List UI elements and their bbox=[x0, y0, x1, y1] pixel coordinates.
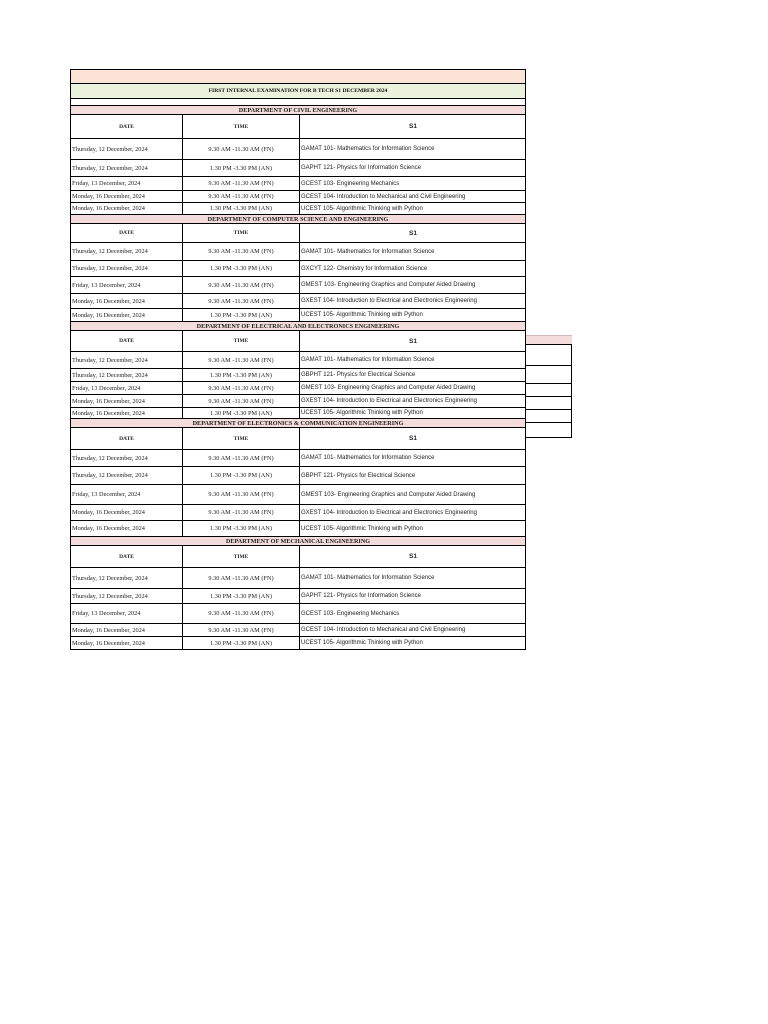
exam-timetable-sheet bbox=[70, 69, 526, 650]
exam-subject: GCEST 103- Engineering Mechanics bbox=[301, 180, 400, 187]
exam-subject: UCEST 105- Algorithmic Thinking with Python bbox=[301, 205, 423, 212]
exam-subject: GAPHT 121- Physics for Information Science bbox=[301, 165, 421, 171]
exam-subject: GAMAT 101- Mathematics for Information Science bbox=[301, 455, 435, 461]
exam-date: Monday, 16 December, 2024 bbox=[71, 294, 183, 308]
exam-date: Thursday, 12 December, 2024 bbox=[71, 243, 183, 260]
exam-time: 1.30 PM -3.30 PM (AN) bbox=[183, 203, 300, 214]
exam-subject: UCEST 105- Algorithmic Thinking with Python bbox=[301, 312, 423, 318]
table-row bbox=[70, 191, 526, 203]
sheet-top-blank-row bbox=[70, 69, 526, 84]
date-header: DATE bbox=[71, 428, 183, 449]
department-header-civil: DEPARTMENT OF CIVIL ENGINEERING bbox=[70, 106, 526, 115]
exam-time: 9.30 AM -11.30 AM (FN) bbox=[183, 177, 300, 190]
exam-subject: GCEST 103- Engineering Mechanics bbox=[301, 610, 400, 617]
exam-date: Friday, 13 December, 2024 bbox=[71, 177, 183, 190]
exam-subject: GMEST 103- Engineering Graphics and Computer Aided Drawing bbox=[301, 491, 476, 498]
exam-subject: GBPHT 121- Physics for Electrical Science bbox=[301, 472, 416, 479]
table-row bbox=[70, 505, 526, 521]
exam-date: Monday, 16 December, 2024 bbox=[71, 408, 183, 418]
exam-time: 9.30 AM -11.30 AM (FN) bbox=[183, 191, 300, 202]
exam-time: 1.30 PM -3.30 PM (AN) bbox=[183, 408, 300, 418]
table-row bbox=[70, 395, 526, 408]
column-header-row bbox=[70, 115, 526, 139]
exam-time: 9.30 AM -11.30 AM (FN) bbox=[183, 243, 300, 260]
department-header-cse: DEPARTMENT OF COMPUTER SCIENCE AND ENGINEERING bbox=[70, 215, 526, 224]
date-header: DATE bbox=[71, 224, 183, 242]
semester-header: S1 bbox=[409, 123, 417, 130]
exam-time: 9.30 AM -11.30 AM (FN) bbox=[183, 505, 300, 520]
table-row bbox=[70, 177, 526, 191]
exam-subject: GXEST 104- Introduction to Electrical and Electronics Engineering bbox=[301, 298, 477, 304]
exam-subject: GMEST 103- Engineering Graphics and Computer Aided Drawing bbox=[301, 282, 476, 288]
sheet-title: FIRST INTERNAL EXAMINATION FOR B TECH S1 DECEMBER 2024 bbox=[70, 84, 526, 99]
eee-grid-line bbox=[526, 396, 572, 397]
exam-date: Thursday, 12 December, 2024 bbox=[71, 352, 183, 368]
table-row bbox=[70, 624, 526, 637]
exam-subject: UCEST 105- Algorithmic Thinking with Python bbox=[301, 525, 423, 532]
table-row bbox=[70, 450, 526, 467]
exam-time: 9.30 AM -11.30 AM (FN) bbox=[183, 450, 300, 466]
exam-time: 1.30 PM -3.30 PM (AN) bbox=[183, 637, 300, 649]
column-header-row bbox=[70, 331, 526, 352]
column-header-row bbox=[70, 546, 526, 568]
table-row bbox=[70, 485, 526, 505]
eee-grid-line bbox=[526, 422, 572, 423]
date-header: DATE bbox=[71, 546, 183, 567]
table-row bbox=[70, 369, 526, 382]
time-header: TIME bbox=[183, 546, 300, 567]
table-row bbox=[70, 277, 526, 294]
exam-date: Monday, 16 December, 2024 bbox=[71, 505, 183, 520]
exam-subject: GXCYT 122- Chemistry for Information Science bbox=[301, 265, 428, 272]
exam-date: Monday, 16 December, 2024 bbox=[71, 624, 183, 636]
table-row bbox=[70, 261, 526, 277]
exam-time: 9.30 AM -11.30 AM (FN) bbox=[183, 294, 300, 308]
time-header: TIME bbox=[183, 331, 300, 351]
semester-header: S1 bbox=[409, 435, 417, 442]
time-header: TIME bbox=[183, 115, 300, 138]
semester-header: S1 bbox=[409, 337, 417, 345]
table-row bbox=[70, 382, 526, 395]
exam-date: Thursday, 12 December, 2024 bbox=[71, 369, 183, 381]
exam-subject: GCEST 104- Introduction to Mechanical and Civil Engineering bbox=[301, 193, 466, 200]
exam-date: Thursday, 12 December, 2024 bbox=[71, 589, 183, 603]
table-row bbox=[70, 589, 526, 604]
exam-subject: GAMAT 101- Mathematics for Information Science bbox=[301, 146, 435, 152]
exam-time: 9.30 AM -11.30 AM (FN) bbox=[183, 485, 300, 504]
exam-time: 1.30 PM -3.30 PM (AN) bbox=[183, 160, 300, 176]
exam-date: Monday, 16 December, 2024 bbox=[71, 637, 183, 649]
exam-time: 9.30 AM -11.30 AM (FN) bbox=[183, 139, 300, 159]
eee-grid-line bbox=[526, 365, 572, 366]
exam-time: 1.30 PM -3.30 PM (AN) bbox=[183, 309, 300, 321]
eee-grid-line bbox=[526, 383, 572, 384]
exam-time: 9.30 AM -11.30 AM (FN) bbox=[183, 604, 300, 623]
exam-subject: UCEST 105- Algorithmic Thinking with Python bbox=[301, 410, 423, 416]
exam-date: Thursday, 12 December, 2024 bbox=[71, 160, 183, 176]
table-row bbox=[70, 521, 526, 537]
exam-subject: GXEST 104- Introduction to Electrical and Electronics Engineering bbox=[301, 509, 477, 516]
department-header-mechanical: DEPARTMENT OF MECHANICAL ENGINEERING bbox=[70, 537, 526, 546]
exam-time: 9.30 AM -11.30 AM (FN) bbox=[183, 624, 300, 636]
exam-subject: GXEST 104- Introduction to Electrical and Electronics Engineering bbox=[301, 398, 477, 404]
exam-time: 9.30 AM -11.30 AM (FN) bbox=[183, 568, 300, 588]
exam-time: 9.30 AM -11.30 AM (FN) bbox=[183, 382, 300, 394]
table-row bbox=[70, 637, 526, 650]
table-row bbox=[70, 160, 526, 177]
eee-grid-extension bbox=[526, 344, 572, 438]
exam-time: 1.30 PM -3.30 PM (AN) bbox=[183, 261, 300, 276]
table-row bbox=[70, 408, 526, 419]
table-row bbox=[70, 352, 526, 369]
exam-subject: UCEST 105- Algorithmic Thinking with Python bbox=[301, 640, 423, 646]
spacer-row bbox=[70, 99, 526, 106]
exam-time: 9.30 AM -11.30 AM (FN) bbox=[183, 352, 300, 368]
exam-subject: GAPHT 121- Physics for Information Science bbox=[301, 593, 421, 599]
table-row bbox=[70, 294, 526, 309]
exam-date: Monday, 16 December, 2024 bbox=[71, 191, 183, 202]
table-row bbox=[70, 203, 526, 215]
exam-date: Monday, 16 December, 2024 bbox=[71, 203, 183, 214]
exam-date: Friday, 13 December, 2024 bbox=[71, 277, 183, 293]
exam-subject: GAMAT 101- Mathematics for Information Science bbox=[301, 248, 435, 255]
exam-subject: GAMAT 101- Mathematics for Information Science bbox=[301, 575, 435, 581]
semester-header: S1 bbox=[409, 553, 417, 560]
eee-grid-line bbox=[526, 409, 572, 410]
exam-date: Friday, 13 December, 2024 bbox=[71, 382, 183, 394]
exam-time: 9.30 AM -11.30 AM (FN) bbox=[183, 395, 300, 407]
eee-header-extension bbox=[526, 335, 572, 344]
exam-subject: GBPHT 121- Physics for Electrical Science bbox=[301, 372, 416, 378]
table-row bbox=[70, 309, 526, 322]
exam-date: Thursday, 12 December, 2024 bbox=[71, 467, 183, 484]
exam-date: Friday, 13 December, 2024 bbox=[71, 485, 183, 504]
exam-date: Thursday, 12 December, 2024 bbox=[71, 450, 183, 466]
exam-date: Monday, 16 December, 2024 bbox=[71, 521, 183, 536]
exam-date: Thursday, 12 December, 2024 bbox=[71, 568, 183, 588]
column-header-row bbox=[70, 224, 526, 243]
exam-subject: GMEST 103- Engineering Graphics and Computer Aided Drawing bbox=[301, 385, 476, 391]
table-row bbox=[70, 568, 526, 589]
time-header: TIME bbox=[183, 428, 300, 449]
exam-time: 1.30 PM -3.30 PM (AN) bbox=[183, 521, 300, 536]
exam-subject: GCEST 104- Introduction to Mechanical and Civil Engineering bbox=[301, 627, 466, 633]
exam-date: Thursday, 12 December, 2024 bbox=[71, 261, 183, 276]
exam-time: 1.30 PM -3.30 PM (AN) bbox=[183, 589, 300, 603]
table-row bbox=[70, 243, 526, 261]
exam-time: 9.30 AM -11.30 AM (FN) bbox=[183, 277, 300, 293]
exam-date: Friday, 13 December, 2024 bbox=[71, 604, 183, 623]
date-header: DATE bbox=[71, 115, 183, 138]
exam-date: Monday, 16 December, 2024 bbox=[71, 395, 183, 407]
date-header: DATE bbox=[71, 331, 183, 351]
table-row bbox=[70, 467, 526, 485]
department-header-eee: DEPARTMENT OF ELECTRICAL AND ELECTRONICS ENGINEERING bbox=[70, 322, 526, 331]
exam-subject: GAMAT 101- Mathematics for Information Science bbox=[301, 357, 435, 363]
exam-date: Thursday, 12 December, 2024 bbox=[71, 139, 183, 159]
department-header-ece: DEPARTMENT OF ELECTRONICS & COMMUNICATION ENGINEERING bbox=[70, 419, 526, 428]
semester-header: S1 bbox=[409, 229, 417, 237]
exam-date: Monday, 16 December, 2024 bbox=[71, 309, 183, 321]
exam-time: 1.30 PM -3.30 PM (AN) bbox=[183, 467, 300, 484]
table-row bbox=[70, 139, 526, 160]
column-header-row bbox=[70, 428, 526, 450]
exam-time: 1.30 PM -3.30 PM (AN) bbox=[183, 369, 300, 381]
time-header: TIME bbox=[183, 224, 300, 242]
table-row bbox=[70, 604, 526, 624]
